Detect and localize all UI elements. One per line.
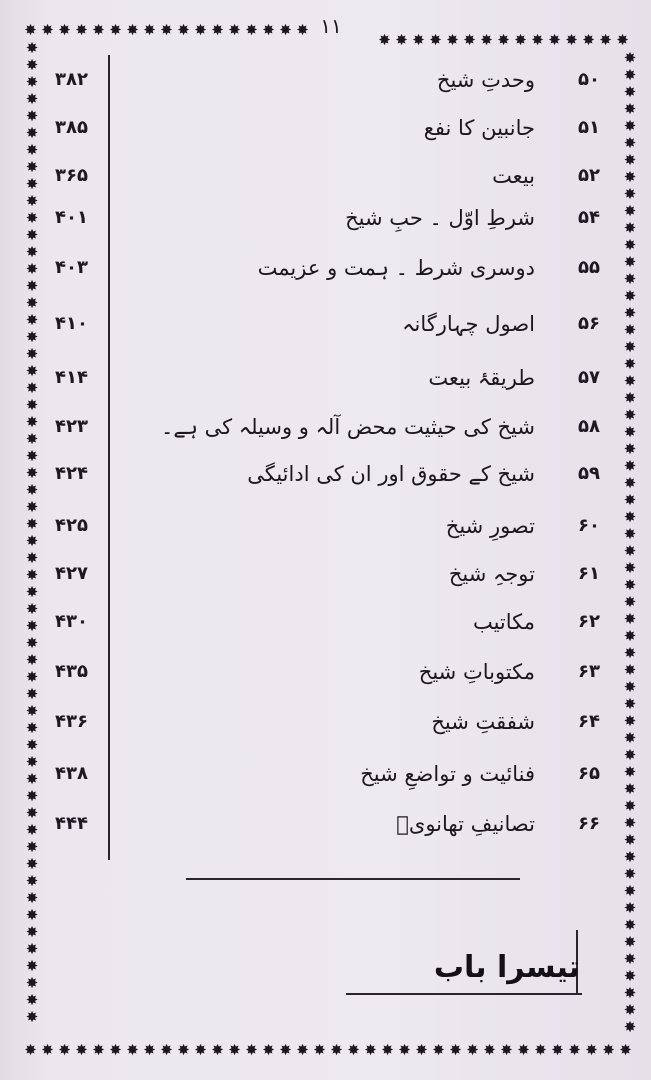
entry-title: مکتوباتِ شیخ — [418, 660, 535, 684]
border-ornament-icon: ✸ — [25, 73, 39, 91]
border-ornament-icon: ✸ — [623, 831, 637, 849]
entry-page-number: ۴۰۳ — [55, 257, 88, 278]
border-ornament-icon: ✸ — [109, 1040, 122, 1059]
border-ornament-icon: ✸ — [25, 107, 39, 125]
border-ornament-icon: ✸ — [279, 20, 292, 39]
border-ornament-icon: ✸ — [25, 719, 39, 737]
border-ornament-icon: ✸ — [347, 1040, 360, 1059]
border-ornament-icon: ✸ — [517, 1040, 530, 1059]
entry-page-number: ۴۳۶ — [55, 711, 88, 732]
border-ornament-icon: ✸ — [25, 991, 39, 1009]
entry-page-number: ۳۶۵ — [55, 165, 88, 186]
entry-number: ۵۷ — [578, 367, 600, 388]
border-ornament-icon: ✸ — [623, 695, 637, 713]
border-ornament-icon: ✸ — [177, 1040, 190, 1059]
border-ornament-icon: ✸ — [25, 549, 39, 567]
border-ornament-icon: ✸ — [623, 1001, 637, 1019]
entry-number: ۶۶ — [578, 813, 600, 834]
border-ornament-icon: ✸ — [623, 610, 637, 628]
entry-page-number: ۴۲۷ — [55, 563, 88, 584]
border-ornament-icon: ✸ — [25, 838, 39, 856]
border-ornament-icon: ✸ — [211, 1040, 224, 1059]
entry-page-number: ۴۱۰ — [55, 313, 88, 334]
entry-number: ۶۵ — [578, 763, 600, 784]
border-ornament-icon: ✸ — [623, 882, 637, 900]
border-ornament-icon: ✸ — [58, 20, 71, 39]
border-ornament-icon: ✸ — [623, 933, 637, 951]
border-ornament-icon: ✸ — [623, 219, 637, 237]
border-ornament-icon: ✸ — [623, 627, 637, 645]
border-ornament-icon: ✸ — [623, 440, 637, 458]
border-ornament-icon: ✸ — [623, 287, 637, 305]
entry-number: ۵۴ — [578, 207, 600, 228]
border-ornament-icon: ✸ — [25, 855, 39, 873]
border-ornament-icon: ✸ — [623, 780, 637, 798]
border-ornament-icon: ✸ — [531, 30, 544, 49]
border-ornament-icon: ✸ — [25, 209, 39, 227]
border-ornament-icon: ✸ — [160, 20, 173, 39]
border-ornament-icon: ✸ — [25, 872, 39, 890]
border-ornament-icon: ✸ — [24, 20, 37, 39]
entry-title: جانبین کا نفع — [423, 116, 535, 140]
border-ornament-icon: ✸ — [623, 593, 637, 611]
border-ornament-icon: ✸ — [623, 525, 637, 543]
border-ornament-icon: ✸ — [565, 30, 578, 49]
border-ornament-icon: ✸ — [623, 899, 637, 917]
entry-page-number: ۴۲۳ — [55, 416, 88, 437]
entry-number: ۵۰ — [578, 69, 600, 90]
border-ornament-icon: ✸ — [25, 668, 39, 686]
entry-title: مکاتیب — [472, 610, 535, 634]
border-ornament-icon: ✸ — [623, 967, 637, 985]
border-ornament-icon: ✸ — [25, 1008, 39, 1026]
toc-entry — [40, 802, 620, 846]
border-ornament-icon: ✸ — [25, 430, 39, 448]
entry-number: ۵۹ — [578, 463, 600, 484]
border-ornament-icon: ✸ — [25, 600, 39, 618]
border-ornament-icon: ✸ — [534, 1040, 547, 1059]
border-ornament-icon: ✸ — [623, 763, 637, 781]
entry-title: تصورِ شیخ — [445, 514, 535, 538]
border-ornament-icon: ✸ — [25, 702, 39, 720]
border-ornament-icon: ✸ — [480, 30, 493, 49]
border-ornament-icon: ✸ — [25, 481, 39, 499]
end-rule — [186, 878, 520, 880]
border-ornament-icon: ✸ — [466, 1040, 479, 1059]
border-ornament-icon: ✸ — [623, 389, 637, 407]
border-ornament-icon: ✸ — [25, 498, 39, 516]
entry-title: بیعت — [492, 164, 535, 188]
entry-number: ۵۶ — [578, 313, 600, 334]
border-ornament-icon: ✸ — [623, 559, 637, 577]
border-ornament-icon: ✸ — [25, 532, 39, 550]
border-ornament-icon: ✸ — [585, 1040, 598, 1059]
border-ornament-icon: ✸ — [623, 406, 637, 424]
entry-number: ۵۲ — [578, 165, 600, 186]
toc-entry — [40, 154, 620, 198]
border-ornament-icon: ✸ — [41, 1040, 54, 1059]
toc-entry — [40, 650, 620, 694]
border-ornament-icon: ✸ — [429, 30, 442, 49]
border-ornament-icon: ✸ — [623, 202, 637, 220]
border-ornament-icon: ✸ — [623, 321, 637, 339]
entry-title: توجہِ شیخ — [448, 562, 535, 586]
border-ornament-icon: ✸ — [623, 134, 637, 152]
border-ornament-icon: ✸ — [25, 736, 39, 754]
border-ornament-icon: ✸ — [623, 83, 637, 101]
chapter-heading: تیسرا باب — [433, 950, 580, 985]
border-ornament-icon: ✸ — [623, 151, 637, 169]
border-ornament-icon: ✸ — [568, 1040, 581, 1059]
border-ornament-icon: ✸ — [623, 270, 637, 288]
border-ornament-icon: ✸ — [623, 185, 637, 203]
border-ornament-icon: ✸ — [25, 787, 39, 805]
border-ornament-icon: ✸ — [25, 753, 39, 771]
border-ornament-icon: ✸ — [623, 304, 637, 322]
border-ornament-icon: ✸ — [25, 362, 39, 380]
border-ornament-icon: ✸ — [623, 423, 637, 441]
entry-title: وحدتِ شیخ — [436, 68, 535, 92]
border-ornament-icon: ✸ — [483, 1040, 496, 1059]
border-top — [22, 20, 312, 40]
entry-page-number: ۳۸۲ — [55, 69, 88, 90]
border-ornament-icon: ✸ — [623, 984, 637, 1002]
border-ornament-icon: ✸ — [623, 50, 637, 67]
border-ornament-icon: ✸ — [623, 797, 637, 815]
border-ornament-icon: ✸ — [41, 20, 54, 39]
border-ornament-icon: ✸ — [623, 491, 637, 509]
entry-page-number: ۴۱۴ — [55, 367, 88, 388]
border-ornament-icon: ✸ — [25, 906, 39, 924]
border-ornament-icon: ✸ — [623, 661, 637, 679]
border-ornament-icon: ✸ — [25, 583, 39, 601]
border-ornament-icon: ✸ — [262, 1040, 275, 1059]
entry-page-number: ۴۲۵ — [55, 515, 88, 536]
border-ornament-icon: ✸ — [279, 1040, 292, 1059]
border-ornament-icon: ✸ — [623, 100, 637, 118]
border-ornament-icon: ✸ — [330, 1040, 343, 1059]
border-ornament-icon: ✸ — [25, 90, 39, 108]
border-ornament-icon: ✸ — [449, 1040, 462, 1059]
entry-page-number: ۳۸۵ — [55, 117, 88, 138]
border-ornament-icon: ✸ — [548, 30, 561, 49]
border-ornament-icon: ✸ — [25, 141, 39, 159]
border-ornament-icon: ✸ — [623, 542, 637, 560]
border-ornament-icon: ✸ — [500, 1040, 513, 1059]
entry-number: ۶۲ — [578, 611, 600, 632]
entry-title: شیخ کی حیثیت محض آلہ و وسیلہ کی ہے۔ — [161, 415, 535, 439]
border-ornament-icon: ✸ — [623, 916, 637, 934]
toc-entry — [40, 452, 620, 496]
border-ornament-icon: ✸ — [623, 168, 637, 186]
entry-number: ۶۴ — [578, 711, 600, 732]
border-ornament-icon: ✸ — [25, 396, 39, 414]
border-ornament-icon: ✸ — [463, 30, 476, 49]
border-ornament-icon: ✸ — [582, 30, 595, 49]
border-ornament-icon: ✸ — [623, 644, 637, 662]
border-ornament-icon: ✸ — [177, 20, 190, 39]
border-ornament-icon: ✸ — [25, 413, 39, 431]
border-ornament-icon: ✸ — [25, 192, 39, 210]
toc-entry — [40, 106, 620, 150]
border-ornament-icon: ✸ — [514, 30, 527, 49]
border-ornament-icon: ✸ — [25, 40, 39, 57]
border-ornament-icon: ✸ — [25, 124, 39, 142]
entry-number: ۵۵ — [578, 257, 600, 278]
border-ornament-icon: ✸ — [92, 1040, 105, 1059]
entry-page-number: ۴۴۴ — [55, 813, 88, 834]
border-ornament-icon: ✸ — [296, 20, 309, 39]
border-ornament-icon: ✸ — [143, 20, 156, 39]
border-ornament-icon: ✸ — [623, 253, 637, 271]
entry-number: ۶۰ — [578, 515, 600, 536]
border-ornament-icon: ✸ — [623, 457, 637, 475]
entry-page-number: ۴۳۰ — [55, 611, 88, 632]
border-ornament-icon: ✸ — [623, 508, 637, 526]
border-ornament-icon: ✸ — [623, 576, 637, 594]
entry-number: ۶۱ — [578, 563, 600, 584]
border-ornament-icon: ✸ — [25, 651, 39, 669]
border-ornament-icon: ✸ — [25, 311, 39, 329]
border-ornament-icon: ✸ — [25, 260, 39, 278]
border-ornament-icon: ✸ — [623, 950, 637, 968]
entry-title: تصانیفِ تھانویؒ — [396, 812, 535, 836]
toc-entry — [40, 504, 620, 548]
toc-entry — [40, 302, 620, 346]
toc-entry — [40, 58, 620, 102]
border-ornament-icon: ✸ — [446, 30, 459, 49]
toc-entry — [40, 600, 620, 644]
border-ornament-icon: ✸ — [432, 1040, 445, 1059]
entry-title: طریقۂ بیعت — [428, 366, 535, 390]
border-right — [620, 50, 640, 1040]
border-ornament-icon: ✸ — [160, 1040, 173, 1059]
border-ornament-icon: ✸ — [551, 1040, 564, 1059]
border-ornament-icon: ✸ — [109, 20, 122, 39]
toc-entry — [40, 752, 620, 796]
border-ornament-icon: ✸ — [25, 243, 39, 261]
entry-title: اصول چہارگانہ — [402, 312, 535, 336]
border-ornament-icon: ✸ — [25, 566, 39, 584]
border-ornament-icon: ✸ — [381, 1040, 394, 1059]
entry-page-number: ۴۲۴ — [55, 463, 88, 484]
border-ornament-icon: ✸ — [378, 30, 391, 49]
border-ornament-icon: ✸ — [415, 1040, 428, 1059]
border-ornament-icon: ✸ — [25, 821, 39, 839]
border-ornament-icon: ✸ — [92, 20, 105, 39]
entry-number: ۵۸ — [578, 416, 600, 437]
border-ornament-icon: ✸ — [623, 712, 637, 730]
border-ornament-icon: ✸ — [623, 865, 637, 883]
border-ornament-icon: ✸ — [126, 1040, 139, 1059]
border-ornament-icon: ✸ — [25, 175, 39, 193]
border-ornament-icon: ✸ — [25, 328, 39, 346]
border-ornament-icon: ✸ — [599, 30, 612, 49]
border-ornament-icon: ✸ — [313, 1040, 326, 1059]
border-ornament-icon: ✸ — [245, 1040, 258, 1059]
border-ornament-icon: ✸ — [25, 940, 39, 958]
border-ornament-icon: ✸ — [25, 379, 39, 397]
entry-title: شیخ کے حقوق اور ان کی ادائیگی — [247, 462, 535, 486]
border-ornament-icon: ✸ — [602, 1040, 615, 1059]
border-ornament-icon: ✸ — [623, 338, 637, 356]
border-ornament-icon: ✸ — [398, 1040, 411, 1059]
border-ornament-icon: ✸ — [75, 20, 88, 39]
border-ornament-icon: ✸ — [75, 1040, 88, 1059]
border-ornament-icon: ✸ — [25, 294, 39, 312]
border-ornament-icon: ✸ — [58, 1040, 71, 1059]
entry-number: ۶۳ — [578, 661, 600, 682]
border-ornament-icon: ✸ — [25, 974, 39, 992]
border-bottom — [22, 1040, 638, 1060]
border-ornament-icon: ✸ — [25, 515, 39, 533]
border-ornament-icon: ✸ — [228, 20, 241, 39]
border-ornament-icon: ✸ — [25, 345, 39, 363]
entry-title: شفقتِ شیخ — [431, 710, 535, 734]
heading-underline — [346, 993, 582, 995]
toc-entry — [40, 356, 620, 400]
border-ornament-icon: ✸ — [412, 30, 425, 49]
entry-title: شرطِ اوّل ۔ حبِ شیخ — [345, 206, 535, 230]
border-ornament-icon: ✸ — [623, 66, 637, 84]
border-ornament-icon: ✸ — [623, 678, 637, 696]
border-ornament-icon: ✸ — [364, 1040, 377, 1059]
toc-entry — [40, 405, 620, 449]
entry-page-number: ۴۳۵ — [55, 661, 88, 682]
border-ornament-icon: ✸ — [25, 770, 39, 788]
border-ornament-icon: ✸ — [25, 226, 39, 244]
border-top-right — [376, 30, 638, 50]
border-ornament-icon: ✸ — [25, 634, 39, 652]
border-ornament-icon: ✸ — [623, 814, 637, 832]
border-ornament-icon: ✸ — [623, 236, 637, 254]
border-ornament-icon: ✸ — [296, 1040, 309, 1059]
border-ornament-icon: ✸ — [25, 889, 39, 907]
toc-entry — [40, 700, 620, 744]
entry-page-number: ۴۳۸ — [55, 763, 88, 784]
border-ornament-icon: ✸ — [25, 56, 39, 74]
border-ornament-icon: ✸ — [245, 20, 258, 39]
border-ornament-icon: ✸ — [619, 1040, 632, 1059]
border-ornament-icon: ✸ — [623, 355, 637, 373]
border-ornament-icon: ✸ — [25, 804, 39, 822]
border-ornament-icon: ✸ — [497, 30, 510, 49]
border-ornament-icon: ✸ — [395, 30, 408, 49]
border-ornament-icon: ✸ — [126, 20, 139, 39]
border-ornament-icon: ✸ — [25, 447, 39, 465]
border-ornament-icon: ✸ — [25, 957, 39, 975]
border-ornament-icon: ✸ — [211, 20, 224, 39]
border-ornament-icon: ✸ — [25, 923, 39, 941]
border-ornament-icon: ✸ — [616, 30, 629, 49]
toc-entry — [40, 246, 620, 290]
toc-entry — [40, 196, 620, 240]
border-ornament-icon: ✸ — [262, 20, 275, 39]
border-ornament-icon: ✸ — [623, 848, 637, 866]
border-ornament-icon: ✸ — [194, 20, 207, 39]
border-ornament-icon: ✸ — [25, 464, 39, 482]
border-ornament-icon: ✸ — [25, 158, 39, 176]
border-ornament-icon: ✸ — [623, 372, 637, 390]
border-ornament-icon: ✸ — [623, 746, 637, 764]
entry-title: فنائیت و تواضعِ شیخ — [360, 762, 535, 786]
border-ornament-icon: ✸ — [25, 277, 39, 295]
border-ornament-icon: ✸ — [623, 474, 637, 492]
border-ornament-icon: ✸ — [143, 1040, 156, 1059]
border-ornament-icon: ✸ — [194, 1040, 207, 1059]
border-ornament-icon: ✸ — [623, 117, 637, 135]
border-ornament-icon: ✸ — [228, 1040, 241, 1059]
border-ornament-icon: ✸ — [25, 617, 39, 635]
toc-entry — [40, 552, 620, 596]
page-number: ١١ — [320, 14, 342, 38]
border-left — [22, 40, 42, 1040]
entry-title: دوسری شرط ۔ ہمت و عزیمت — [257, 256, 535, 280]
border-ornament-icon: ✸ — [24, 1040, 37, 1059]
border-ornament-icon: ✸ — [25, 685, 39, 703]
entry-page-number: ۴۰۱ — [55, 207, 88, 228]
entry-number: ۵۱ — [578, 117, 600, 138]
border-ornament-icon: ✸ — [623, 729, 637, 747]
border-ornament-icon: ✸ — [623, 1018, 637, 1036]
